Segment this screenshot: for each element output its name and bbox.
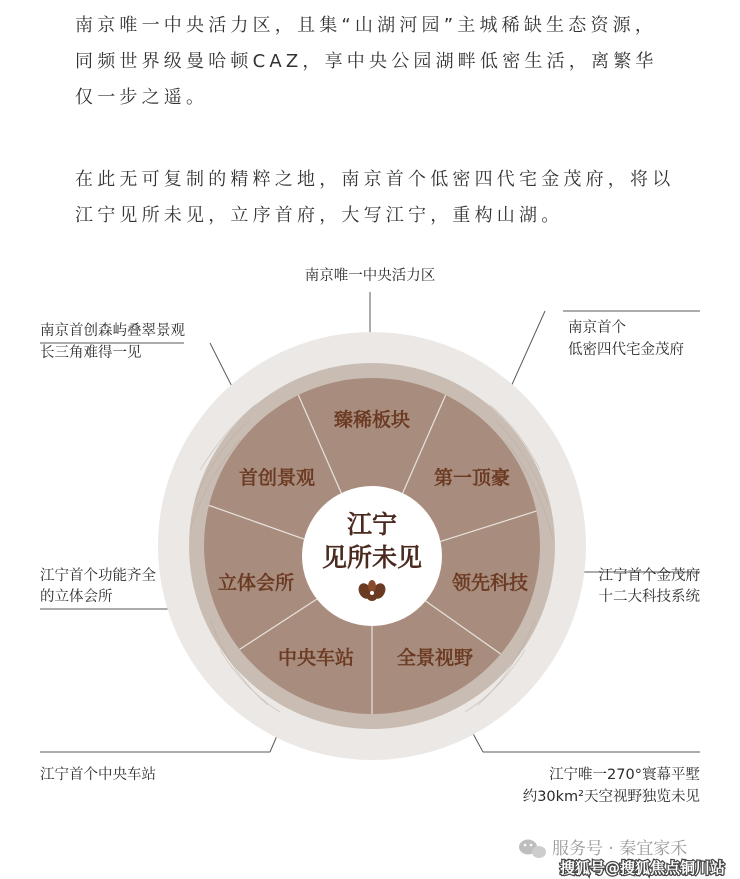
center-title-line2: 见所未见 [321, 543, 423, 572]
segment-left-label: 立体会所 [217, 572, 295, 594]
callout-bottom-right-1: 江宁唯一270°寰幕平墅 [549, 767, 700, 783]
callout-right-1: 江宁首个金茂府 [598, 568, 700, 584]
callout-upper-right-1: 南京首个 [568, 320, 626, 336]
callout-right-2: 十二大科技系统 [598, 589, 700, 605]
watermark-account: 服务号 · 秦宜家禾 [552, 839, 688, 859]
wechat-icon [519, 840, 546, 859]
callout-upper-right-2: 低密四代宅金茂府 [568, 342, 684, 358]
segment-lower-right-label: 全景视野 [396, 647, 474, 669]
callout-bottom-right-2: 约30km²天空视野独览未见 [522, 789, 700, 805]
callout-bottom-left: 江宁首个中央车站 [40, 767, 156, 783]
center-title-line1: 江宁 [346, 510, 398, 539]
callout-upper-left-2: 长三角难得一见 [40, 345, 142, 361]
callout-upper-left-1: 南京首创森屿叠翠景观 [40, 323, 185, 339]
segment-lower-left-label: 中央车站 [277, 647, 355, 669]
intro-paragraph-2: 在此无可复制的精粹之地，南京首个低密四代宅金茂府，将以江宁见所未见，立序首府，大写江宁，重构山湖。 [75, 169, 675, 226]
segment-right-label: 领先科技 [451, 572, 529, 594]
segment-upper-left-label: 首创景观 [238, 467, 316, 489]
watermark-source: 搜狐号@搜狐焦点铜川站 [560, 859, 726, 877]
intro-paragraph-1: 南京唯一中央活力区，且集“山湖河园”主城稀缺生态资源，同频世界级曼哈顿CAZ，享中央公园湖畔低密生活，离繁华仅一步之遥。 [75, 15, 658, 108]
callout-left-2: 的立体会所 [40, 589, 113, 605]
callout-left-1: 江宁首个功能齐全 [40, 568, 156, 584]
callout-top: 南京唯一中央活力区 [304, 268, 436, 284]
segment-top-label: 臻稀板块 [333, 409, 411, 431]
segment-upper-right-label: 第一顶豪 [433, 467, 511, 489]
